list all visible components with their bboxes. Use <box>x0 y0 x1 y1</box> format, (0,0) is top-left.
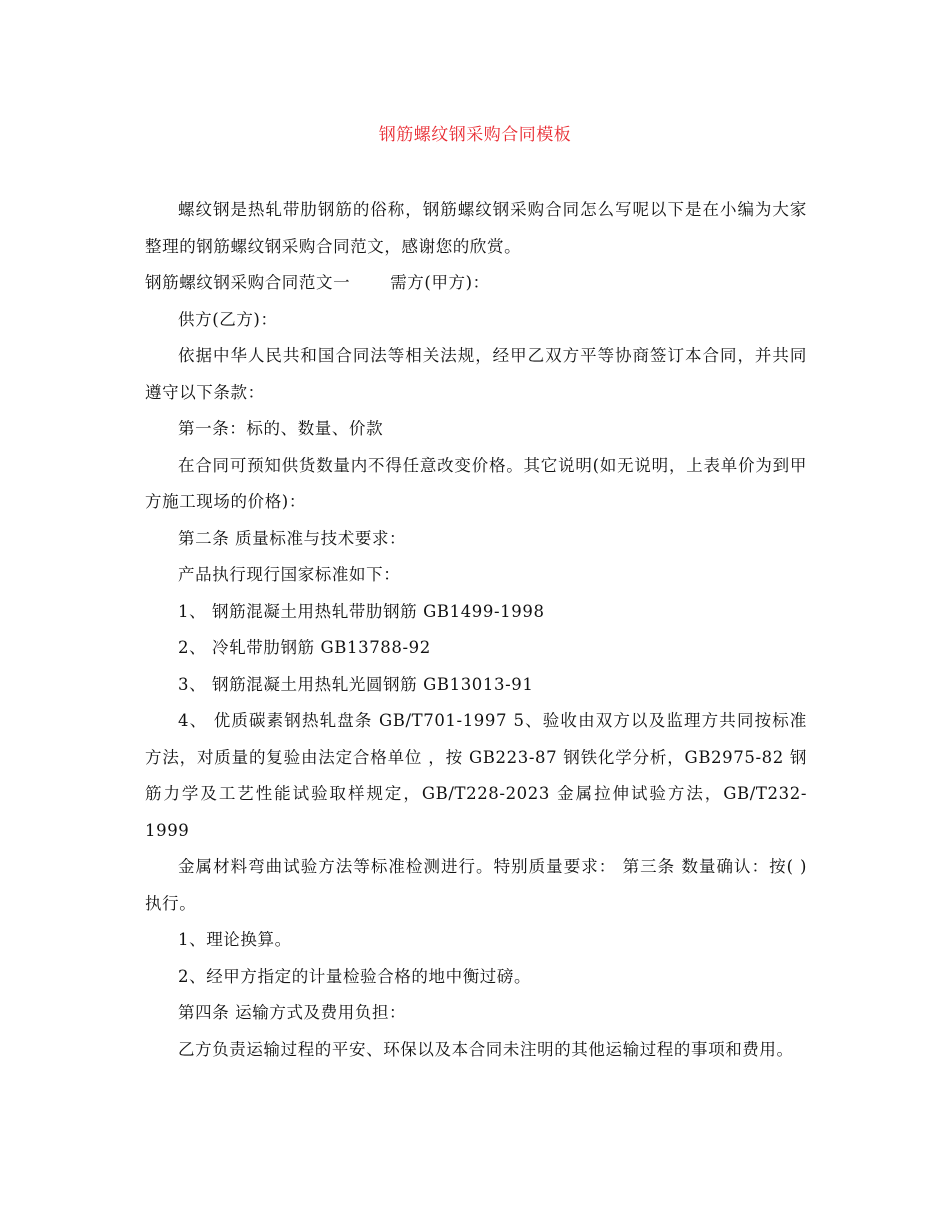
document-title: 钢筋螺纹钢采购合同模板 <box>378 125 572 145</box>
paragraph-transport: 乙方负责运输过程的平安、环保以及本合同未注明的其他运输过程的事项和费用。 <box>178 1039 794 1059</box>
paragraph-standard-4: 4、 优质碳素钢热轧盘条 GB/T701-1997 5、验收由双方以及监理方共同按标准方法，对质量的复验由法定合格单位 ，按 GB223-87 钢铁化学分析，GB2975-82 钢筋力学及工艺性能试验取样规定，GB/T228-2023 金属拉伸试验方法，GB/T232-1999 <box>145 711 807 840</box>
paragraph-article-1: 第一条：标的、数量、价款 <box>178 419 384 438</box>
paragraph-standard-2: 2、 冷轧带肋钢筋 GB13788-92 <box>178 638 431 657</box>
paragraph-standard-1: 1、 钢筋混凝土用热轧带肋钢筋 GB1499-1998 <box>178 601 545 621</box>
paragraph-intro: 螺纹钢是热轧带肋钢筋的俗称，钢筋螺纹钢采购合同怎么写呢以下是在小编为大家整理的钢筋螺纹钢采购合同范文，感谢您的欣赏。 <box>145 200 807 256</box>
paragraph-price-note: 在合同可预知供货数量内不得任意改变价格。其它说明(如无说明，上表单价为到甲方施工现场的价格)： <box>145 455 807 511</box>
paragraph-quantity-2: 2、经甲方指定的计量检验合格的地中衡过磅。 <box>178 966 532 986</box>
paragraph-supplier: 供方(乙方)： <box>178 309 278 329</box>
paragraph-article-4: 第四条 运输方式及费用负担： <box>178 1003 407 1022</box>
paragraph-sample-heading <box>145 265 807 302</box>
sample-title: 钢筋螺纹钢采购合同范文一 <box>145 273 351 292</box>
paragraph-standards-intro: 产品执行现行国家标准如下： <box>178 565 401 584</box>
paragraph-article-2: 第二条 质量标准与技术要求： <box>178 528 407 548</box>
paragraph-article-3: 金属材料弯曲试验方法等标准检测进行。特别质量要求： 第三条 数量确认：按( )执行。 <box>145 857 807 913</box>
buyer-label: 需方(甲方)： <box>390 273 490 292</box>
paragraph-standard-3: 3、 钢筋混凝土用热轧光圆钢筋 GB13013-91 <box>178 674 534 694</box>
paragraph-quantity-1: 1、理论换算。 <box>178 930 292 949</box>
document-body <box>145 192 807 1068</box>
paragraph-basis: 依据中华人民共和国合同法等相关法规，经甲乙双方平等协商签订本合同，并共同遵守以下条款： <box>145 346 807 402</box>
